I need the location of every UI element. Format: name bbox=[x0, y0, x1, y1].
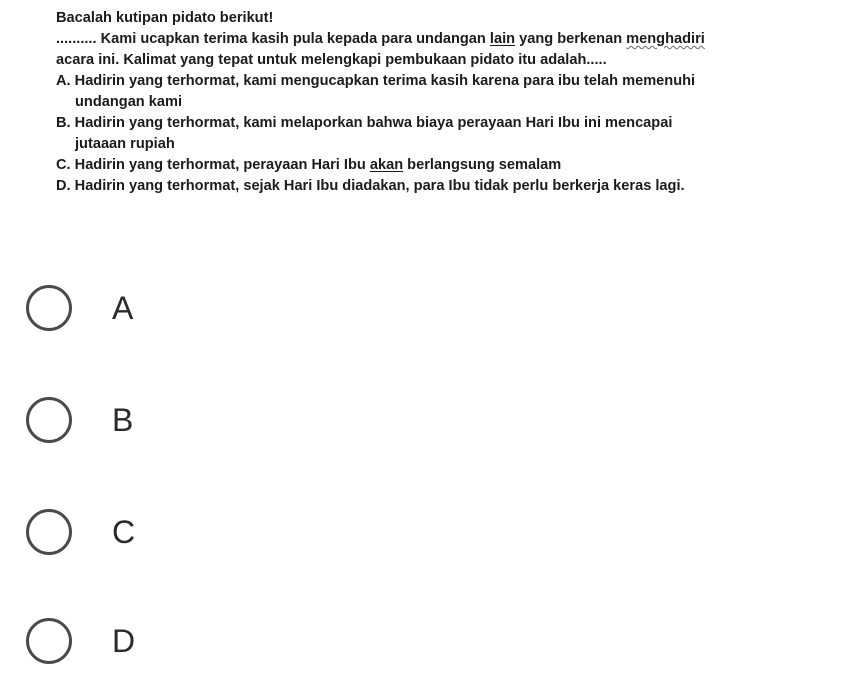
answer-choice-a[interactable] bbox=[26, 284, 326, 332]
answer-label: B bbox=[112, 401, 134, 438]
question-line-1 bbox=[56, 29, 846, 50]
answer-label: D bbox=[112, 622, 136, 659]
answer-label: A bbox=[112, 289, 134, 326]
option-d-line-1: Hadirin yang terhormat, sejak Hari Ibu diadakan, para Ibu tidak perlu berkerja keras lagi. bbox=[74, 178, 685, 194]
option-letter: A. bbox=[56, 73, 71, 89]
option-letter: B. bbox=[56, 115, 71, 131]
option-b-line-2: jutaaan rupiah bbox=[75, 136, 175, 152]
option-d-text bbox=[56, 176, 846, 197]
option-c-start: Hadirin yang terhormat, perayaan Hari Ibu bbox=[74, 157, 370, 173]
answer-choice-c[interactable] bbox=[26, 508, 326, 556]
option-letter: C. bbox=[56, 157, 71, 173]
radio-button-icon[interactable] bbox=[26, 397, 72, 443]
answer-choice-d[interactable] bbox=[26, 617, 326, 665]
option-b-line-1: Hadirin yang terhormat, kami melaporkan bahwa biaya perayaan Hari Ibu ini mencapai bbox=[74, 115, 673, 131]
question-line-1-middle: yang berkenan bbox=[515, 31, 627, 47]
question-line-1-start: .......... Kami ucapkan terima kasih pula kepada para undangan bbox=[56, 31, 490, 47]
underlined-word-lain: lain bbox=[489, 31, 516, 47]
underlined-word-akan: akan bbox=[369, 157, 404, 173]
question-text bbox=[56, 8, 846, 197]
option-a-text bbox=[56, 71, 846, 92]
answer-label: C bbox=[112, 513, 136, 550]
radio-button-icon[interactable] bbox=[26, 285, 72, 331]
answer-choice-b[interactable] bbox=[26, 396, 326, 444]
spellcheck-word-menghadiri: menghadiri bbox=[626, 31, 705, 47]
radio-button-icon[interactable] bbox=[26, 509, 72, 555]
option-a-line-1: Hadirin yang terhormat, kami mengucapkan terima kasih karena para ibu telah memenuhi bbox=[74, 73, 696, 89]
radio-button-icon[interactable] bbox=[26, 618, 72, 664]
option-c-text bbox=[56, 155, 846, 176]
question-heading: Bacalah kutipan pidato berikut! bbox=[56, 10, 274, 26]
option-c-end: berlangsung semalam bbox=[403, 157, 562, 173]
option-letter: D. bbox=[56, 178, 71, 194]
option-b-text bbox=[56, 113, 846, 134]
question-line-2: acara ini. Kalimat yang tepat untuk melengkapi pembukaan pidato itu adalah..... bbox=[56, 52, 607, 68]
option-a-line-2: undangan kami bbox=[75, 94, 183, 110]
